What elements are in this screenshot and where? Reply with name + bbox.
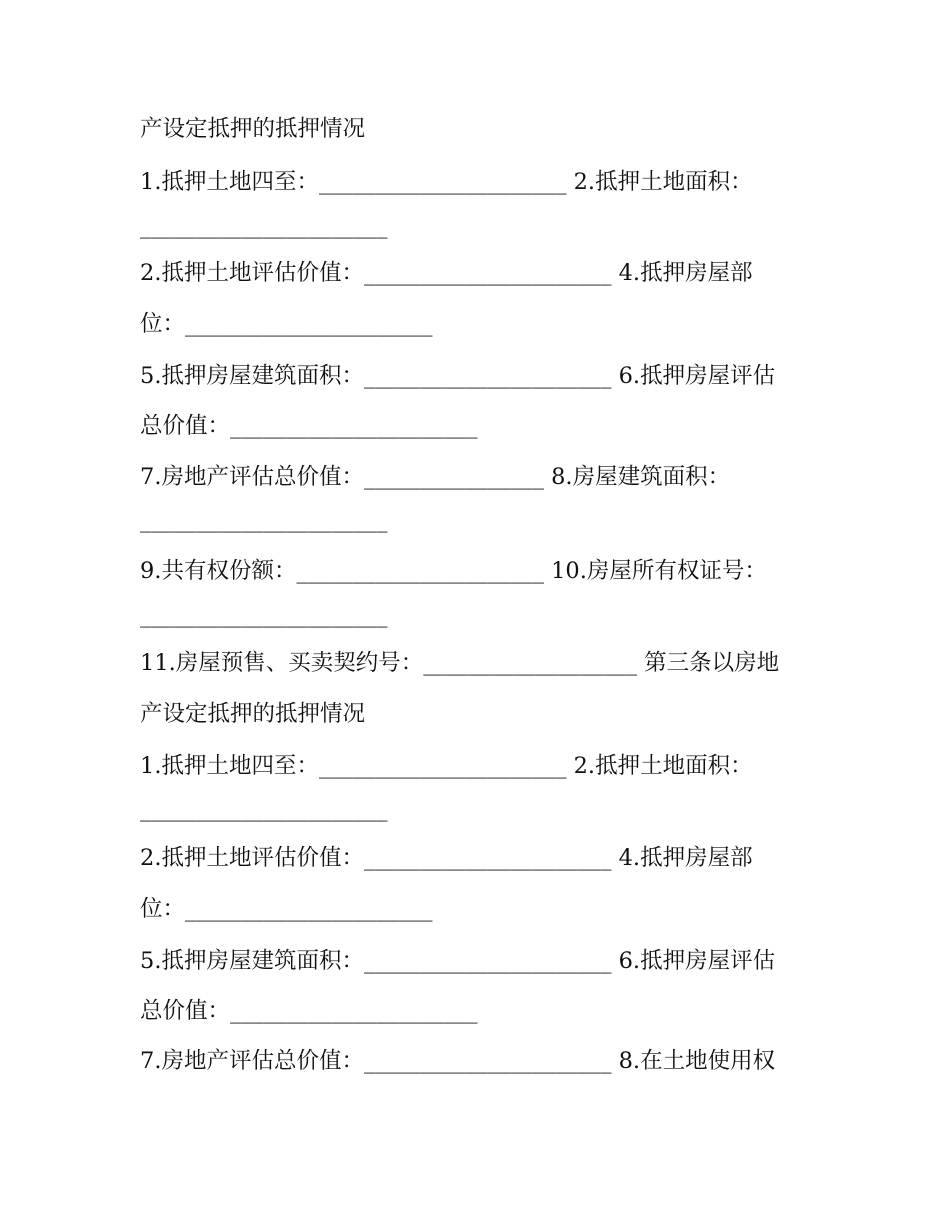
text-line: 2.抵押土地评估价值：______________________ 4.抵押房屋部 [140,845,753,871]
text-line: 9.共有权份额：______________________ 10.房屋所有权证号： [140,558,767,584]
text-line: ______________________ [140,507,388,533]
text-line: ______________________ [140,796,388,822]
text-line: 5.抵押房屋建筑面积：______________________ 6.抵押房屋评估 [140,363,776,389]
text-line: 7.房地产评估总价值：________________ 8.房屋建筑面积： [140,464,731,490]
text-line: 位：______________________ [140,896,433,922]
text-line: ______________________ [140,602,388,628]
text-line: 1.抵押土地四至：______________________ 2.抵押土地面积： [140,753,753,779]
text-line: 1.抵押土地四至：______________________ 2.抵押土地面积： [140,169,753,195]
text-line: 位：______________________ [140,311,433,337]
text-line: 总价值：______________________ [140,998,478,1024]
text-line: ______________________ [140,213,388,239]
text-line: 11.房屋预售、买卖契约号：___________________ 第三条以房地 [140,650,780,676]
text-line: 产设定抵押的抵押情况 [140,701,366,727]
text-line: 7.房地产评估总价值：______________________ 8.在土地使用权 [140,1048,776,1074]
text-line: 2.抵押土地评估价值：______________________ 4.抵押房屋部 [140,260,753,286]
text-line: 总价值：______________________ [140,413,478,439]
text-line: 产设定抵押的抵押情况 [140,116,366,142]
text-line: 5.抵押房屋建筑面积：______________________ 6.抵押房屋评估 [140,948,776,974]
